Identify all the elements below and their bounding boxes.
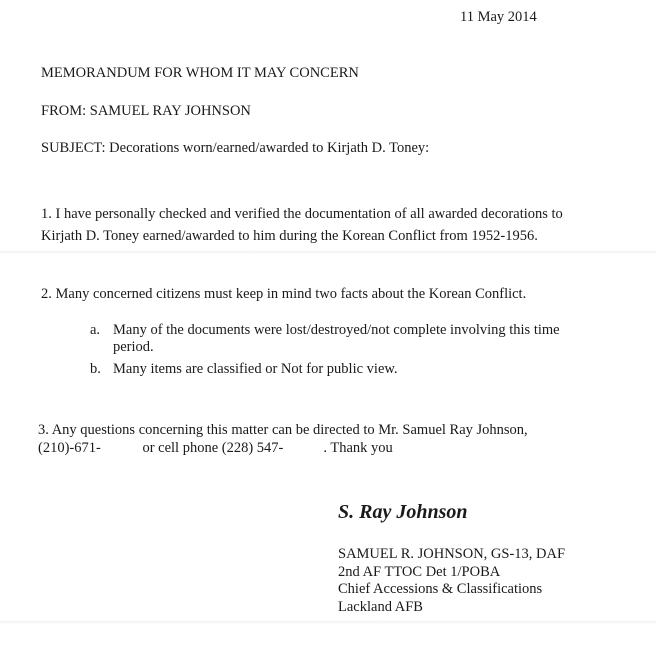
closing-thanks: . Thank you <box>323 440 393 456</box>
cell-phone: or cell phone (228) 547- <box>142 440 284 456</box>
paragraph-3-line-2 <box>38 440 393 457</box>
signature-line-name: SAMUEL R. JOHNSON, GS-13, DAF <box>338 546 566 562</box>
office-phone: (210)-671- <box>38 440 101 456</box>
memo-heading: MEMORANDUM FOR WHOM IT MAY CONCERN <box>41 65 359 81</box>
signature-block <box>338 546 565 616</box>
list-item-a-line-1: Many of the documents were lost/destroyed/not complete involving this time <box>113 322 560 338</box>
list-marker-a: a. <box>90 322 101 338</box>
memo-subject: SUBJECT: Decorations worn/earned/awarded to Kirjath D. Toney: <box>41 140 430 156</box>
memo-date: 11 May 2014 <box>460 9 537 25</box>
list-item-a-line-2: period. <box>113 339 154 355</box>
paragraph-2-intro: 2. Many concerned citizens must keep in mind two facts about the Korean Conflict. <box>41 286 527 302</box>
memo-from: FROM: SAMUEL RAY JOHNSON <box>41 103 251 119</box>
list-marker-b: b. <box>90 361 101 377</box>
signature-line-unit: 2nd AF TTOC Det 1/POBA <box>338 563 501 580</box>
signature-line-location: Lackland AFB <box>338 598 423 615</box>
list-item-b: Many items are classified or Not for public view. <box>113 361 398 377</box>
signature: S. Ray Johnson <box>338 501 468 523</box>
scan-artifact <box>0 620 656 624</box>
paragraph-1-line-1: 1. I have personally checked and verified the documentation of all awarded decorations to <box>41 206 563 222</box>
paragraph-1-line-2: Kirjath D. Toney earned/awarded to him during the Korean Conflict from 1952-1956. <box>41 228 538 244</box>
signature-line-title: Chief Accessions & Classifications <box>338 581 543 597</box>
scan-artifact <box>0 250 656 254</box>
paragraph-3-line-1: 3. Any questions concerning this matter can be directed to Mr. Samuel Ray Johnson, <box>38 422 528 438</box>
